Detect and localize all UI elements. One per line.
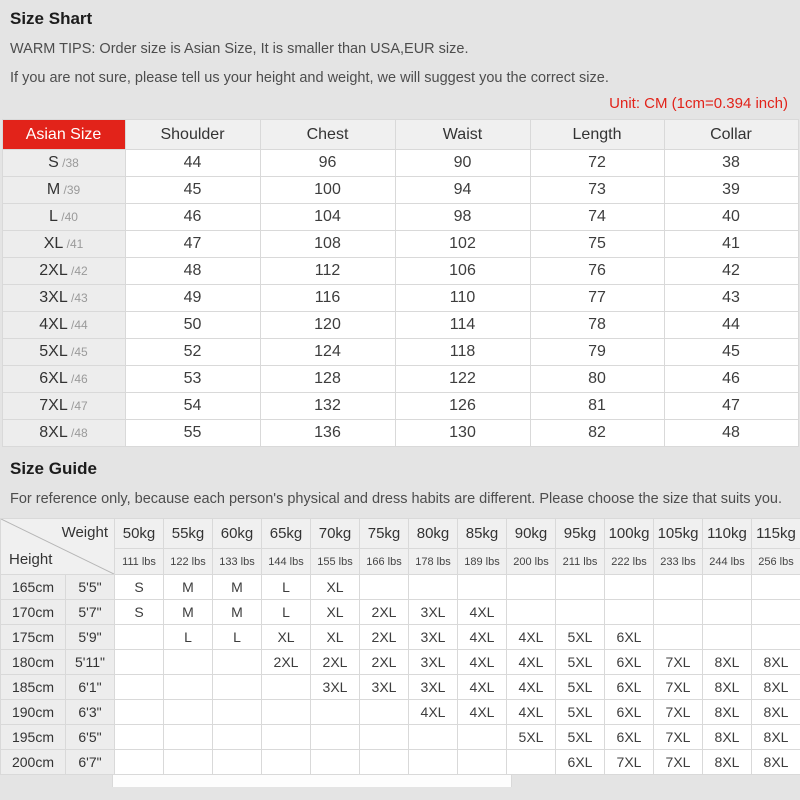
size-label-cell bbox=[2, 258, 125, 285]
empty-size-cell bbox=[213, 700, 262, 725]
measure-cell: 42 bbox=[664, 258, 798, 285]
recommended-size-cell: L bbox=[213, 625, 262, 650]
empty-size-cell bbox=[507, 750, 556, 775]
height-cm-cell: 195cm bbox=[1, 725, 66, 750]
empty-size-cell bbox=[360, 750, 409, 775]
guide-row bbox=[1, 750, 800, 775]
recommended-size-cell: M bbox=[213, 600, 262, 625]
column-header-cell: Collar bbox=[664, 120, 798, 150]
recommended-size-cell: XL bbox=[262, 625, 311, 650]
recommended-size-cell: 3XL bbox=[360, 675, 409, 700]
weight-lbs-header-row bbox=[1, 549, 800, 575]
weight-lbs-header-cell: 256 lbs bbox=[752, 549, 800, 575]
empty-size-cell bbox=[458, 750, 507, 775]
measure-cell: 128 bbox=[260, 366, 395, 393]
empty-size-cell bbox=[360, 700, 409, 725]
weight-kg-header-cell: 80kg bbox=[409, 519, 458, 549]
measure-cell: 48 bbox=[664, 420, 798, 447]
size-guide-table-wrap bbox=[0, 518, 800, 787]
measure-cell: 82 bbox=[530, 420, 664, 447]
empty-size-cell bbox=[360, 725, 409, 750]
measure-cell: 46 bbox=[125, 204, 260, 231]
recommended-size-cell: 4XL bbox=[507, 650, 556, 675]
size-name: L bbox=[49, 208, 58, 225]
recommended-size-cell: 8XL bbox=[752, 750, 800, 775]
size-guide-table bbox=[0, 518, 800, 775]
size-chart-row bbox=[2, 420, 798, 447]
recommended-size-cell: 3XL bbox=[409, 600, 458, 625]
weight-lbs-header-cell: 189 lbs bbox=[458, 549, 507, 575]
weight-lbs-header-cell: 144 lbs bbox=[262, 549, 311, 575]
recommended-size-cell: 8XL bbox=[703, 750, 752, 775]
size-chart-table bbox=[2, 119, 799, 447]
recommended-size-cell: XL bbox=[311, 575, 360, 600]
measure-cell: 45 bbox=[125, 177, 260, 204]
empty-size-cell bbox=[311, 750, 360, 775]
recommended-size-cell: S bbox=[115, 600, 164, 625]
size-chart-row bbox=[2, 366, 798, 393]
measure-cell: 72 bbox=[530, 150, 664, 177]
recommended-size-cell: 4XL bbox=[507, 675, 556, 700]
measure-cell: 46 bbox=[664, 366, 798, 393]
height-cm-cell: 180cm bbox=[1, 650, 66, 675]
empty-size-cell bbox=[262, 750, 311, 775]
empty-size-cell bbox=[654, 625, 703, 650]
recommended-size-cell: 8XL bbox=[752, 725, 800, 750]
recommended-size-cell: XL bbox=[311, 625, 360, 650]
measure-cell: 79 bbox=[530, 339, 664, 366]
size-label-cell bbox=[2, 150, 125, 177]
empty-size-cell bbox=[605, 575, 654, 600]
column-header-cell: Length bbox=[530, 120, 664, 150]
empty-size-cell bbox=[164, 675, 213, 700]
size-label-cell bbox=[2, 393, 125, 420]
measure-cell: 126 bbox=[395, 393, 530, 420]
recommended-size-cell: 4XL bbox=[507, 700, 556, 725]
measure-cell: 44 bbox=[125, 150, 260, 177]
empty-size-cell bbox=[458, 725, 507, 750]
size-guide-description: For reference only, because each person's physical and dress habits are different. Please choose the size that suits you. bbox=[10, 491, 782, 507]
unit-note: Unit: CM (1cm=0.394 inch) bbox=[609, 95, 788, 112]
recommended-size-cell: 8XL bbox=[703, 700, 752, 725]
measure-cell: 98 bbox=[395, 204, 530, 231]
measure-cell: 124 bbox=[260, 339, 395, 366]
empty-size-cell bbox=[409, 725, 458, 750]
height-cm-cell: 165cm bbox=[1, 575, 66, 600]
eur-size: /42 bbox=[67, 264, 88, 278]
weight-kg-header-cell: 55kg bbox=[164, 519, 213, 549]
guide-row bbox=[1, 700, 800, 725]
measure-cell: 118 bbox=[395, 339, 530, 366]
size-chart-row bbox=[2, 312, 798, 339]
recommended-size-cell: 4XL bbox=[458, 650, 507, 675]
recommended-size-cell: 2XL bbox=[360, 600, 409, 625]
empty-size-cell bbox=[556, 575, 605, 600]
guide-row bbox=[1, 725, 800, 750]
recommended-size-cell: 4XL bbox=[409, 700, 458, 725]
height-ft-cell: 5'7" bbox=[66, 600, 115, 625]
measure-cell: 49 bbox=[125, 285, 260, 312]
warm-tips-text: WARM TIPS: Order size is Asian Size, It is smaller than USA,EUR size. bbox=[10, 41, 469, 57]
size-chart-row bbox=[2, 231, 798, 258]
empty-size-cell bbox=[605, 600, 654, 625]
weight-kg-header-cell: 50kg bbox=[115, 519, 164, 549]
eur-size: /39 bbox=[60, 183, 81, 197]
size-label-cell bbox=[2, 177, 125, 204]
height-ft-cell: 5'5" bbox=[66, 575, 115, 600]
eur-size: /40 bbox=[57, 210, 78, 224]
empty-size-cell bbox=[164, 725, 213, 750]
recommended-size-cell: 8XL bbox=[703, 725, 752, 750]
measure-cell: 47 bbox=[664, 393, 798, 420]
measure-cell: 116 bbox=[260, 285, 395, 312]
column-header-cell: Waist bbox=[395, 120, 530, 150]
weight-kg-header-cell: 105kg bbox=[654, 519, 703, 549]
measure-cell: 52 bbox=[125, 339, 260, 366]
recommended-size-cell: 5XL bbox=[556, 625, 605, 650]
measure-cell: 76 bbox=[530, 258, 664, 285]
measure-cell: 132 bbox=[260, 393, 395, 420]
weight-lbs-header-cell: 200 lbs bbox=[507, 549, 556, 575]
height-ft-cell: 5'9" bbox=[66, 625, 115, 650]
measure-cell: 47 bbox=[125, 231, 260, 258]
recommended-size-cell: 4XL bbox=[458, 600, 507, 625]
measure-cell: 104 bbox=[260, 204, 395, 231]
recommended-size-cell: 2XL bbox=[311, 650, 360, 675]
recommended-size-cell: 5XL bbox=[556, 700, 605, 725]
size-name: M bbox=[46, 181, 61, 198]
measure-cell: 40 bbox=[664, 204, 798, 231]
eur-size: /48 bbox=[67, 426, 88, 440]
measure-cell: 73 bbox=[530, 177, 664, 204]
recommended-size-cell: 7XL bbox=[654, 675, 703, 700]
size-label-cell bbox=[2, 285, 125, 312]
measure-cell: 112 bbox=[260, 258, 395, 285]
recommended-size-cell: 6XL bbox=[605, 625, 654, 650]
measure-cell: 50 bbox=[125, 312, 260, 339]
weight-height-corner-cell bbox=[1, 519, 115, 575]
empty-size-cell bbox=[262, 700, 311, 725]
recommended-size-cell: 6XL bbox=[556, 750, 605, 775]
weight-kg-header-cell: 110kg bbox=[703, 519, 752, 549]
size-chart-row bbox=[2, 285, 798, 312]
empty-size-cell bbox=[213, 750, 262, 775]
weight-lbs-header-cell: 111 lbs bbox=[115, 549, 164, 575]
weight-lbs-header-cell: 233 lbs bbox=[654, 549, 703, 575]
recommended-size-cell: 3XL bbox=[409, 650, 458, 675]
recommended-size-cell: L bbox=[262, 575, 311, 600]
measure-cell: 80 bbox=[530, 366, 664, 393]
recommended-size-cell: 2XL bbox=[360, 625, 409, 650]
measure-cell: 43 bbox=[664, 285, 798, 312]
recommended-size-cell: 5XL bbox=[556, 725, 605, 750]
weight-kg-header-cell: 60kg bbox=[213, 519, 262, 549]
height-cm-cell: 175cm bbox=[1, 625, 66, 650]
empty-size-cell bbox=[115, 700, 164, 725]
empty-size-cell bbox=[115, 725, 164, 750]
guide-row bbox=[1, 650, 800, 675]
column-header-cell: Chest bbox=[260, 120, 395, 150]
recommended-size-cell: 6XL bbox=[605, 675, 654, 700]
recommended-size-cell: 8XL bbox=[703, 675, 752, 700]
recommended-size-cell: 7XL bbox=[654, 700, 703, 725]
empty-size-cell bbox=[164, 700, 213, 725]
measure-cell: 136 bbox=[260, 420, 395, 447]
empty-size-cell bbox=[752, 625, 800, 650]
eur-size: /47 bbox=[67, 399, 88, 413]
size-name: 5XL bbox=[39, 343, 68, 360]
measure-cell: 94 bbox=[395, 177, 530, 204]
weight-kg-header-cell: 75kg bbox=[360, 519, 409, 549]
size-name: 4XL bbox=[39, 316, 68, 333]
measure-cell: 48 bbox=[125, 258, 260, 285]
weight-kg-header-cell: 115kg bbox=[752, 519, 800, 549]
recommended-size-cell: 7XL bbox=[654, 750, 703, 775]
recommended-size-cell: 5XL bbox=[556, 650, 605, 675]
recommended-size-cell: M bbox=[164, 600, 213, 625]
measure-cell: 130 bbox=[395, 420, 530, 447]
recommended-size-cell: M bbox=[213, 575, 262, 600]
weight-lbs-header-cell: 211 lbs bbox=[556, 549, 605, 575]
size-name: 3XL bbox=[39, 289, 68, 306]
weight-lbs-header-cell: 155 lbs bbox=[311, 549, 360, 575]
size-guide-title: Size Guide bbox=[10, 459, 97, 478]
size-name: 8XL bbox=[39, 424, 68, 441]
size-name: 7XL bbox=[39, 397, 68, 414]
size-chart-section bbox=[0, 0, 800, 112]
recommended-size-cell: 4XL bbox=[458, 675, 507, 700]
measure-cell: 41 bbox=[664, 231, 798, 258]
size-label-cell bbox=[2, 339, 125, 366]
guide-row bbox=[1, 675, 800, 700]
weight-kg-header-cell: 95kg bbox=[556, 519, 605, 549]
weight-kg-header-cell: 90kg bbox=[507, 519, 556, 549]
measure-cell: 55 bbox=[125, 420, 260, 447]
size-chart-row bbox=[2, 150, 798, 177]
recommended-size-cell: 8XL bbox=[752, 700, 800, 725]
measure-cell: 54 bbox=[125, 393, 260, 420]
eur-size: /38 bbox=[58, 156, 79, 170]
recommended-size-cell: L bbox=[262, 600, 311, 625]
size-label-cell bbox=[2, 204, 125, 231]
empty-size-cell bbox=[115, 750, 164, 775]
empty-size-cell bbox=[507, 600, 556, 625]
weight-label: Weight bbox=[61, 524, 108, 541]
measure-cell: 96 bbox=[260, 150, 395, 177]
recommended-size-cell: 7XL bbox=[654, 725, 703, 750]
measure-cell: 108 bbox=[260, 231, 395, 258]
recommended-size-cell: 8XL bbox=[752, 675, 800, 700]
empty-size-cell bbox=[409, 750, 458, 775]
measure-cell: 106 bbox=[395, 258, 530, 285]
empty-size-cell bbox=[360, 575, 409, 600]
empty-size-cell bbox=[262, 725, 311, 750]
recommended-size-cell: 5XL bbox=[507, 725, 556, 750]
empty-size-cell bbox=[703, 575, 752, 600]
height-ft-cell: 6'7" bbox=[66, 750, 115, 775]
weight-kg-header-cell: 70kg bbox=[311, 519, 360, 549]
column-header-cell: Shoulder bbox=[125, 120, 260, 150]
measure-cell: 114 bbox=[395, 312, 530, 339]
empty-size-cell bbox=[213, 725, 262, 750]
recommended-size-cell: 3XL bbox=[409, 625, 458, 650]
measure-cell: 78 bbox=[530, 312, 664, 339]
size-guide-section bbox=[0, 447, 800, 509]
measure-cell: 38 bbox=[664, 150, 798, 177]
recommended-size-cell: 5XL bbox=[556, 675, 605, 700]
weight-kg-header-cell: 65kg bbox=[262, 519, 311, 549]
measure-cell: 74 bbox=[530, 204, 664, 231]
measure-cell: 122 bbox=[395, 366, 530, 393]
recommended-size-cell: 3XL bbox=[409, 675, 458, 700]
recommended-size-cell: 2XL bbox=[262, 650, 311, 675]
weight-lbs-header-cell: 166 lbs bbox=[360, 549, 409, 575]
size-name: 6XL bbox=[39, 370, 68, 387]
empty-size-cell bbox=[164, 650, 213, 675]
eur-size: /43 bbox=[67, 291, 88, 305]
measure-cell: 75 bbox=[530, 231, 664, 258]
empty-size-cell bbox=[115, 675, 164, 700]
empty-size-cell bbox=[164, 750, 213, 775]
size-name: XL bbox=[43, 235, 64, 252]
recommended-size-cell: 7XL bbox=[605, 750, 654, 775]
height-cm-cell: 185cm bbox=[1, 675, 66, 700]
recommended-size-cell: 4XL bbox=[458, 700, 507, 725]
empty-size-cell bbox=[458, 575, 507, 600]
size-chart-title: Size Shart bbox=[10, 9, 93, 28]
empty-size-cell bbox=[213, 650, 262, 675]
empty-size-cell bbox=[311, 725, 360, 750]
empty-size-cell bbox=[311, 700, 360, 725]
size-name: S bbox=[48, 154, 59, 171]
eur-size: /45 bbox=[67, 345, 88, 359]
height-ft-cell: 6'5" bbox=[66, 725, 115, 750]
recommended-size-cell: S bbox=[115, 575, 164, 600]
weight-kg-header-cell: 100kg bbox=[605, 519, 654, 549]
size-chart-row bbox=[2, 177, 798, 204]
size-chart-row bbox=[2, 339, 798, 366]
recommended-size-cell: L bbox=[164, 625, 213, 650]
measure-cell: 90 bbox=[395, 150, 530, 177]
guide-row bbox=[1, 625, 800, 650]
size-name: 2XL bbox=[39, 262, 68, 279]
empty-size-cell bbox=[262, 675, 311, 700]
asian-size-header-cell: Asian Size bbox=[2, 120, 125, 150]
weight-kg-header-row bbox=[1, 519, 800, 549]
suggest-size-text: If you are not sure, please tell us your height and weight, we will suggest you the correct size. bbox=[10, 70, 609, 86]
measure-cell: 45 bbox=[664, 339, 798, 366]
weight-lbs-header-cell: 244 lbs bbox=[703, 549, 752, 575]
empty-size-cell bbox=[213, 675, 262, 700]
eur-size: /44 bbox=[67, 318, 88, 332]
recommended-size-cell: 2XL bbox=[360, 650, 409, 675]
empty-size-cell bbox=[556, 600, 605, 625]
guide-row bbox=[1, 575, 800, 600]
empty-size-cell bbox=[703, 600, 752, 625]
recommended-size-cell: 7XL bbox=[654, 650, 703, 675]
measure-cell: 44 bbox=[664, 312, 798, 339]
height-ft-cell: 5'11" bbox=[66, 650, 115, 675]
size-label-cell bbox=[2, 366, 125, 393]
empty-size-cell bbox=[115, 650, 164, 675]
weight-lbs-header-cell: 122 lbs bbox=[164, 549, 213, 575]
measure-cell: 77 bbox=[530, 285, 664, 312]
size-chart-row bbox=[2, 204, 798, 231]
size-chart-row bbox=[2, 393, 798, 420]
eur-size: /41 bbox=[63, 237, 84, 251]
size-label-cell bbox=[2, 420, 125, 447]
empty-size-cell bbox=[703, 625, 752, 650]
eur-size: /46 bbox=[67, 372, 88, 386]
height-label: Height bbox=[9, 551, 53, 568]
recommended-size-cell: 3XL bbox=[311, 675, 360, 700]
recommended-size-cell: XL bbox=[311, 600, 360, 625]
guide-row bbox=[1, 600, 800, 625]
empty-size-cell bbox=[654, 575, 703, 600]
empty-size-cell bbox=[752, 600, 800, 625]
recommended-size-cell: 8XL bbox=[703, 650, 752, 675]
empty-size-cell bbox=[409, 575, 458, 600]
recommended-size-cell: M bbox=[164, 575, 213, 600]
size-chart-header-row bbox=[2, 120, 798, 150]
empty-size-cell bbox=[654, 600, 703, 625]
size-label-cell bbox=[2, 312, 125, 339]
measure-cell: 39 bbox=[664, 177, 798, 204]
recommended-size-cell: 6XL bbox=[605, 650, 654, 675]
size-chart-row bbox=[2, 258, 798, 285]
recommended-size-cell: 8XL bbox=[752, 650, 800, 675]
height-cm-cell: 190cm bbox=[1, 700, 66, 725]
measure-cell: 110 bbox=[395, 285, 530, 312]
weight-lbs-header-cell: 178 lbs bbox=[409, 549, 458, 575]
empty-size-cell bbox=[507, 575, 556, 600]
recommended-size-cell: 4XL bbox=[507, 625, 556, 650]
weight-kg-header-cell: 85kg bbox=[458, 519, 507, 549]
height-ft-cell: 6'1" bbox=[66, 675, 115, 700]
next-row-partial bbox=[112, 775, 512, 787]
size-label-cell bbox=[2, 231, 125, 258]
measure-cell: 120 bbox=[260, 312, 395, 339]
empty-size-cell bbox=[752, 575, 800, 600]
measure-cell: 53 bbox=[125, 366, 260, 393]
recommended-size-cell: 6XL bbox=[605, 725, 654, 750]
weight-lbs-header-cell: 222 lbs bbox=[605, 549, 654, 575]
weight-lbs-header-cell: 133 lbs bbox=[213, 549, 262, 575]
recommended-size-cell: 4XL bbox=[458, 625, 507, 650]
measure-cell: 81 bbox=[530, 393, 664, 420]
height-cm-cell: 200cm bbox=[1, 750, 66, 775]
height-cm-cell: 170cm bbox=[1, 600, 66, 625]
measure-cell: 102 bbox=[395, 231, 530, 258]
measure-cell: 100 bbox=[260, 177, 395, 204]
empty-size-cell bbox=[115, 625, 164, 650]
recommended-size-cell: 6XL bbox=[605, 700, 654, 725]
height-ft-cell: 6'3" bbox=[66, 700, 115, 725]
